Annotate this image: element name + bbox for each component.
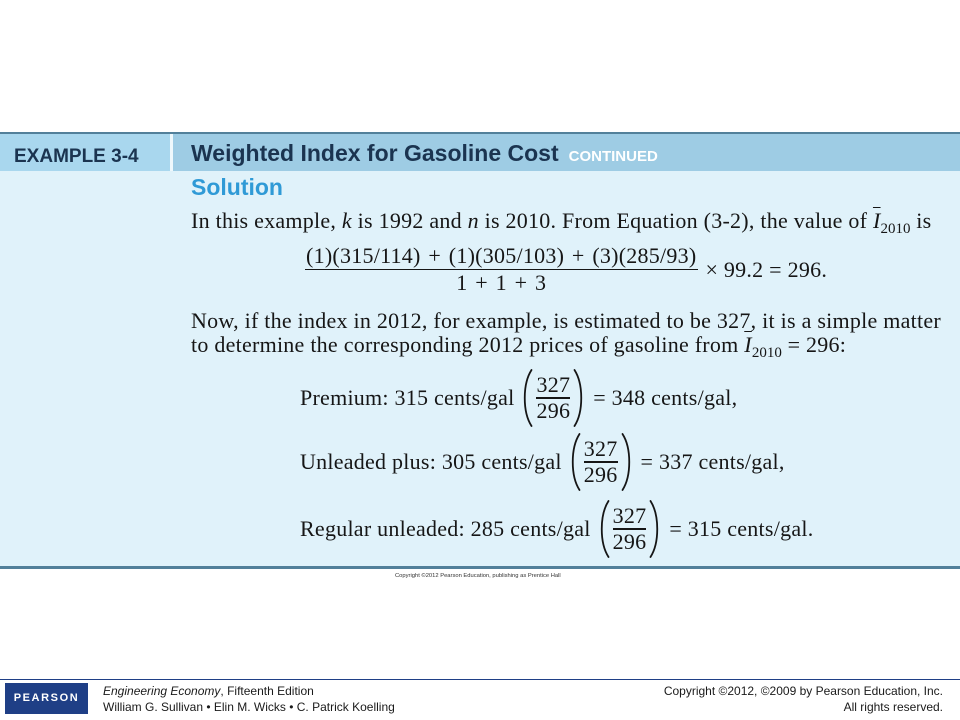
ratio-denominator: 296: [536, 397, 571, 423]
pearson-logo: [5, 683, 88, 714]
variable-n: n: [467, 208, 479, 233]
intro-text-4: is: [910, 208, 932, 233]
ratio-fraction: [584, 437, 618, 486]
footer-copyright-info: [664, 683, 943, 715]
index-symbol: $\overline{I}$: [872, 208, 881, 233]
ratio-numerator: 327: [536, 372, 571, 398]
example-bottom-rule: [0, 566, 960, 569]
followup-line-2: [191, 333, 941, 365]
ratio-denominator: 296: [583, 461, 618, 487]
equation-lhs: Unleaded plus: 305 cents/gal: [300, 449, 562, 474]
ratio-numerator: 327: [612, 503, 647, 529]
footer-authors: William G. Sullivan • Elin M. Wicks • C. Patrick Koelling: [103, 700, 395, 714]
index-numerator: (1)(315/114) + (1)(305/103) + (3)(285/93): [306, 243, 697, 268]
followup-line-2-text: to determine the corresponding 2012 prices of gasoline from: [191, 332, 745, 357]
premium-equation: [300, 368, 737, 428]
intro-text-2: is 1992 and: [351, 208, 468, 233]
footer-book-line: [103, 683, 395, 699]
equation-rhs: = 337 cents/gal,: [640, 449, 785, 474]
index-symbol: $\overline{I}$: [744, 332, 752, 357]
followup-paragraph: [191, 309, 941, 365]
logo-wordmark: PEARSON: [13, 692, 80, 704]
ratio-fraction: [536, 373, 570, 422]
left-parenthesis: [568, 432, 582, 492]
index-subscript: 2010: [751, 345, 782, 361]
example-box: [0, 132, 960, 569]
parenthesized-fraction: [568, 432, 634, 492]
index-equation-result: × 99.2 = 296.: [705, 256, 828, 282]
index-denominator: 1 + 1 + 3: [456, 270, 547, 296]
index-subscript: 2010: [880, 221, 911, 237]
book-title: Engineering Economy: [103, 684, 221, 698]
footer-rights: All rights reserved.: [843, 700, 943, 714]
equation-rhs: = 315 cents/gal.: [669, 516, 814, 541]
followup-line-1: Now, if the index in 2012, for example, is estimated to be 327, it is a simple matter: [191, 308, 941, 333]
example-label: EXAMPLE 3-4: [14, 146, 139, 167]
intro-text-1: In this example,: [191, 208, 342, 233]
regular-unleaded-equation: [300, 499, 813, 559]
parenthesized-fraction: [520, 368, 586, 428]
followup-tail: = 296:: [781, 332, 847, 357]
figure-credit: Copyright ©2012 Pearson Education, publishing as Prentice Hall: [395, 573, 561, 579]
index-fraction: [305, 243, 698, 296]
left-parenthesis: [597, 499, 611, 559]
ratio-denominator: 296: [612, 528, 647, 554]
equation-lhs: Regular unleaded: 285 cents/gal: [300, 516, 591, 541]
left-parenthesis: [520, 368, 534, 428]
right-parenthesis: [648, 499, 662, 559]
variable-k: k: [341, 208, 352, 233]
example-title-group: [191, 142, 658, 165]
footer-book-info: [103, 683, 395, 715]
unleaded-plus-equation: [300, 432, 785, 492]
book-edition: , Fifteenth Edition: [220, 684, 314, 698]
intro-text-3: is 2010. From Equation (3-2), the value of: [478, 208, 873, 233]
index-equation: [305, 243, 827, 296]
example-label-cell: [0, 134, 170, 171]
equation-lhs: Premium: 315 cents/gal: [300, 385, 515, 410]
example-body: [0, 171, 960, 566]
footer-copyright: Copyright ©2012, ©2009 by Pearson Education, Inc.: [663, 684, 943, 698]
equation-rhs: = 348 cents/gal,: [593, 385, 738, 410]
parenthesized-fraction: [597, 499, 663, 559]
intro-paragraph: [191, 208, 931, 242]
solution-heading: Solution: [191, 174, 283, 200]
example-title-cell: [173, 134, 960, 171]
footer-rule: [0, 679, 960, 680]
example-title: Weighted Index for Gasoline Cost: [191, 140, 559, 166]
ratio-numerator: 327: [583, 436, 618, 462]
right-parenthesis: [620, 432, 634, 492]
ratio-fraction: [613, 504, 647, 553]
continued-tag: CONTINUED: [568, 148, 658, 165]
right-parenthesis: [572, 368, 586, 428]
